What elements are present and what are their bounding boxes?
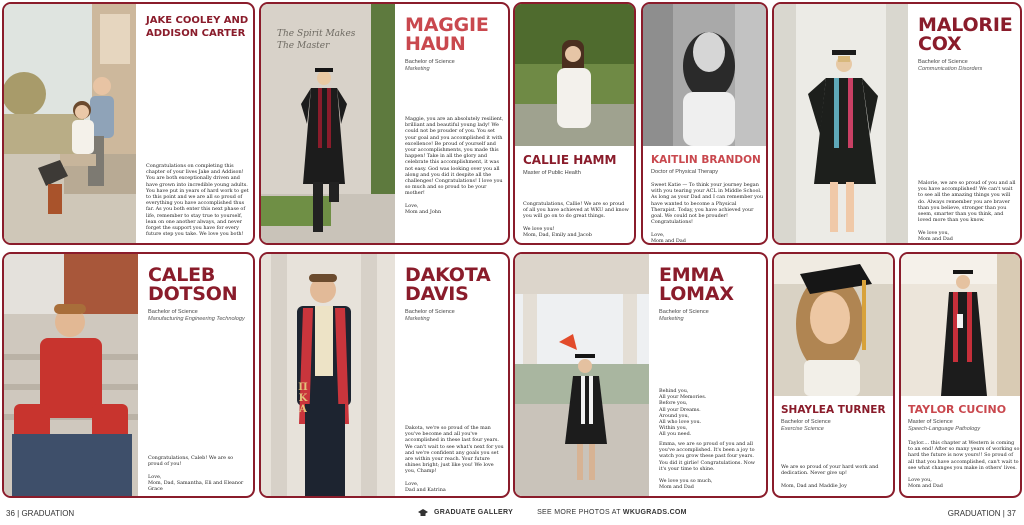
graduate-message: Emma, we are so proud of you and all you've accomplished. It's been a joy to watch you grow these past four years. You did it girlie! Congratulations. Now it's your time to shine. We love you so much, Mom and Dad — [659, 441, 755, 491]
graduate-message: Congratulations on completing this chapter of your lives Jake and Addison! You are both exceptionally driven and have grown into incredible young adults. You have put in years of hard work to get to this point and we are all so proud of everything you have accomplished thus far. As you both enter this next phase of life, remember to stay true to yourself, lean on one another always, and never forget the support you have for every future step you take. We love you both! — [146, 163, 249, 238]
major: Marketing — [405, 66, 430, 72]
photo-kaitlin-brandon — [643, 4, 766, 146]
photo-caleb-dotson — [4, 254, 138, 496]
graduate-message: Sweet Katie — To think your journey began with you tearing your ACL in Middle School. As long as your Dad and I can remember you have wanted to become a Physical Therapist. Today, you have achieved your goal. We could not be prouder! Congratulations! Love, Mom and Dad — [651, 182, 763, 244]
degree: Master of Public Health — [523, 170, 581, 176]
photo-malorie-cox — [774, 4, 908, 243]
graduate-message: Taylor.... this chapter at Western is coming to an end! After so many years of working so hard the future is now yours!! So proud of all that you have accomplished, can't wait to see what changes you make in others' lives. Love you, Mom and Dad — [908, 440, 1020, 490]
degree: Bachelor of Science — [659, 309, 709, 315]
graduate-name: CALLIE HAMM — [523, 153, 617, 167]
major: Communication Disorders — [918, 66, 983, 72]
graduate-name: MAGGIE HAUN — [405, 14, 489, 55]
graduate-message: Dakota, we're so proud of the man you've become and all you've accomplished in these last four years. We can't wait to see what's next for you and we're confident any goals you set are within your reach. Your future shines bright; just like you! We love you, Champ! Love, Dad and Katrina — [405, 425, 504, 494]
footer-center — [418, 509, 687, 517]
graduate-name: CALEB DOTSON — [148, 264, 238, 305]
graduate-name: JAKE COOLEY AND ADDISON CARTER — [146, 15, 249, 39]
graduate-message: Maggie, you are an absolutely resilient, brilliant and beautiful young lady! We could not be prouder of you. You set your goal and you accomplished it with excellence! Be proud of yourself and your accomplishments, you made this happen! Take in all the glory and celebrate this accomplishment, it was not easy. God was looking over you all along and you did it despite all the challenges! Congratulations! I love you so much and so proud to be your mother! Love, Mom and John — [405, 116, 504, 216]
major: Marketing — [659, 316, 684, 322]
degree: Bachelor of Science — [918, 59, 968, 65]
left-section-label: GRADUATION — [21, 509, 75, 518]
graduate-message: Congratulations, Callie! We are so proud of all you have achieved at WKU and know you will go on to do great things. We love you! Mom, Dad, Emily and Jacob — [523, 201, 629, 239]
graduate-name: EMMA LOMAX — [659, 264, 734, 305]
photo-shaylea-turner — [774, 254, 893, 396]
photo-sash-letters: ΠΚΑ — [298, 382, 308, 415]
card-malorie-cox — [772, 2, 1022, 245]
gallery-url-link[interactable]: WKUGRADS.COM — [622, 509, 687, 516]
photo-callie-hamm — [515, 4, 634, 146]
photo-dakota-davis — [261, 254, 395, 496]
photo-emma-lomax — [515, 254, 649, 496]
graduate-message: We are so proud of your hard work and dedication. Never give up! Mom, Dad and Maddie Joy — [781, 464, 879, 489]
photo-wall-inscription: The Spirit Makes The Master — [277, 29, 356, 51]
photo-taylor-cucino — [901, 254, 1020, 396]
graduate-name: TAYLOR CUCINO — [908, 403, 1007, 416]
card-dakota-davis — [259, 252, 510, 498]
degree: Doctor of Physical Therapy — [651, 169, 719, 175]
graduate-message: Congratulations, Caleb! We are so proud of you! Love, Mom, Dad, Samantha, Eli and Eleanor Grace — [148, 455, 244, 493]
major: Marketing — [405, 316, 430, 322]
card-shaylea-turner — [772, 252, 895, 498]
left-page-number: 36 — [6, 509, 15, 518]
card-taylor-cucino — [899, 252, 1022, 498]
see-more-label: SEE MORE PHOTOS AT — [537, 509, 621, 516]
degree: Bachelor of Science — [405, 59, 455, 65]
graduate-name: SHAYLEA TURNER — [781, 404, 886, 416]
footer-right: GRADUATION | 37 — [947, 509, 1016, 518]
degree: Bachelor of Science — [405, 309, 455, 315]
major: Manufacturing Engineering Technology — [148, 316, 245, 322]
card-maggie-haun — [259, 2, 510, 245]
card-jake-addison — [2, 2, 255, 245]
major: Speech-Language Pathology — [908, 426, 981, 432]
degree: Bachelor of Science — [148, 309, 198, 315]
card-emma-lomax — [513, 252, 768, 498]
photo-maggie-haun — [261, 4, 395, 243]
graduate-name: DAKOTA DAVIS — [405, 264, 491, 305]
page-footer — [0, 504, 1024, 525]
photo-jake-addison — [4, 4, 136, 243]
major: Exercise Science — [781, 426, 824, 432]
card-caleb-dotson — [2, 252, 255, 498]
footer-left: 36 | GRADUATION — [6, 509, 75, 518]
card-kaitlin-brandon — [641, 2, 768, 245]
graduate-name: KAITLIN BRANDON — [651, 154, 761, 166]
degree: Bachelor of Science — [781, 419, 831, 425]
graduation-cap-icon — [418, 509, 428, 517]
card-callie-hamm — [513, 2, 636, 245]
right-section-label: GRADUATION — [947, 509, 1001, 518]
gallery-label: GRADUATE GALLERY — [434, 509, 514, 516]
graduate-name: MALORIE COX — [918, 14, 1013, 55]
graduate-message: Malorie, we are so proud of you and all you have accomplished! We can't wait to see all the amazing things you will do. Always remember you are braver than you believe, stronger than you seem, smarter than you think, and loved more than you know. We love you, Mom and Dad — [918, 180, 1016, 242]
degree: Master of Science — [908, 419, 953, 425]
graduate-poem: Behind you, All your Memories. Before you, All your Dreams. Around you, All who love you. Within you, All you need. — [659, 388, 707, 438]
right-page-number: 37 — [1007, 509, 1016, 518]
